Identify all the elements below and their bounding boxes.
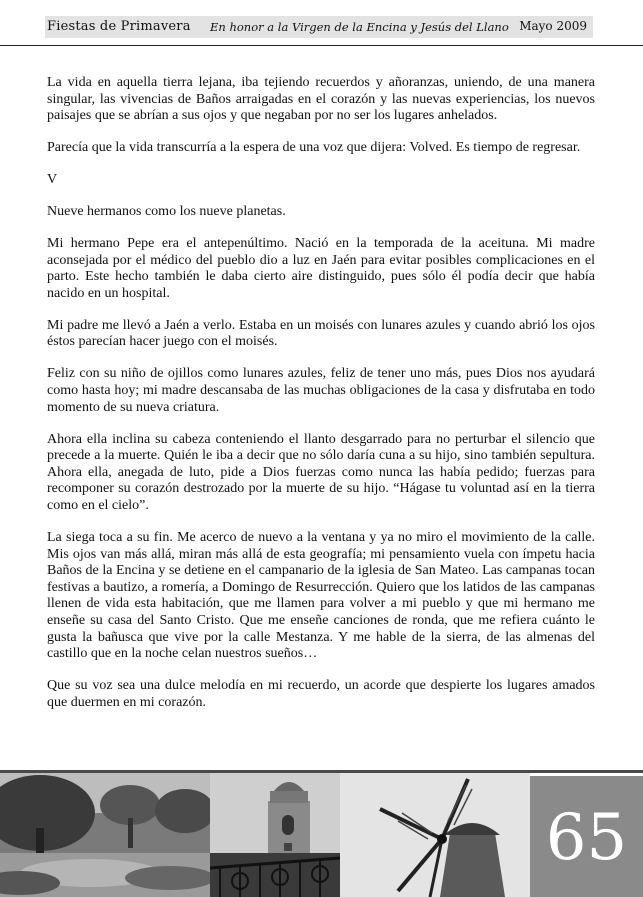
church-tower-photo bbox=[210, 773, 340, 897]
header-rule bbox=[0, 45, 643, 46]
article-body bbox=[47, 75, 595, 727]
paragraph: Ahora ella inclina su cabeza conteniendo el llanto desgarrado para no perturbar el silencio que precede a la muerte. Quién le iba a decir que no sólo daría cuna a su hijo, sino también sepultura. Ahora ella, anegada de luto, pide a Dios fuerzas como nunca las había pedido; fuerzas para recomponer su corazón destrozado por la muerte de su hijo. “Hágase tu voluntad así en la tierra como en el cielo”. bbox=[47, 431, 595, 514]
header-motto: En honor a la Virgen de la Encina y Jesús del Llano bbox=[210, 20, 509, 34]
paragraph: Feliz con su niño de ojillos como lunares azules, feliz de tener uno más, pues Dios nos ayudará como hasta hoy; mi madre descansaba de las muchas obligaciones de la casa y disfrutaba en todo momento de su nueva criatura. bbox=[47, 366, 595, 415]
running-header bbox=[45, 16, 593, 38]
photo-strip bbox=[0, 770, 643, 897]
page-number-box bbox=[530, 776, 643, 897]
paragraph: Nueve hermanos como los nueve planetas. bbox=[47, 204, 286, 220]
issue-date: Mayo 2009 bbox=[519, 19, 587, 33]
publication-title: Fiestas de Primavera bbox=[47, 19, 191, 34]
section-numeral: V bbox=[47, 172, 58, 188]
page-number: 65 bbox=[545, 801, 628, 875]
paragraph: La vida en aquella tierra lejana, iba tejiendo recuerdos y añoranzas, uniendo, de una manera singular, las vivencias de Baños arraigadas en el corazón y las nuevas experiencias, los nuevos paisajes que se abrían a sus ojos y que negaban por no ser los lugares anhelados. bbox=[47, 75, 595, 124]
windmill-photo bbox=[340, 773, 530, 897]
paragraph: Mi hermano Pepe era el antepenúltimo. Nació en la temporada de la aceituna. Mi madre aconsejada por el médico del pueblo dio a luz en Jaén para evitar posibles complicaciones en el parto. Este hecho también le daba cierto aire distinguido, pues sólo él podía decir que había nacido en un hospital. bbox=[47, 236, 595, 301]
paragraph: La siega toca a su fin. Me acerco de nuevo a la ventana y ya no miro el movimiento de la calle. Mis ojos van más allá, miran más allá de esta geografía; mi pensamiento vuela con ímpetu hacia Baños de la Encina y se detiene en el campanario de la iglesia de San Mateo. Las campanas tocan festivas a bautizo, a romería, a Domingo de Resurrección. Quiero que los latidos de las campanas llenen de vida esta habitación, que me llamen para volver a mi pueblo y que mi hermano me enseñe su casa del Santo Cristo. Que me enseñe canciones de ronda, que me refiera cuánto le gusta la bañusca que vive por la calle Mestanza. Y me hable de la sierra, de las almenas del castillo que en la noche celan nuestros sueños… bbox=[47, 530, 595, 662]
olive-grove-photo bbox=[0, 773, 210, 897]
paragraph: Mi padre me llevó a Jaén a verlo. Estaba en un moisés con lunares azules y cuando abrió los ojos éstos parecían hacer juego con el moisés. bbox=[47, 317, 595, 350]
paragraph: Que su voz sea una dulce melodía en mi recuerdo, un acorde que despierte los lugares amados que duermen en mi corazón. bbox=[47, 678, 595, 710]
paragraph: Parecía que la vida transcurría a la espera de una voz que dijera: Volved. Es tiempo de regresar. bbox=[47, 140, 581, 156]
